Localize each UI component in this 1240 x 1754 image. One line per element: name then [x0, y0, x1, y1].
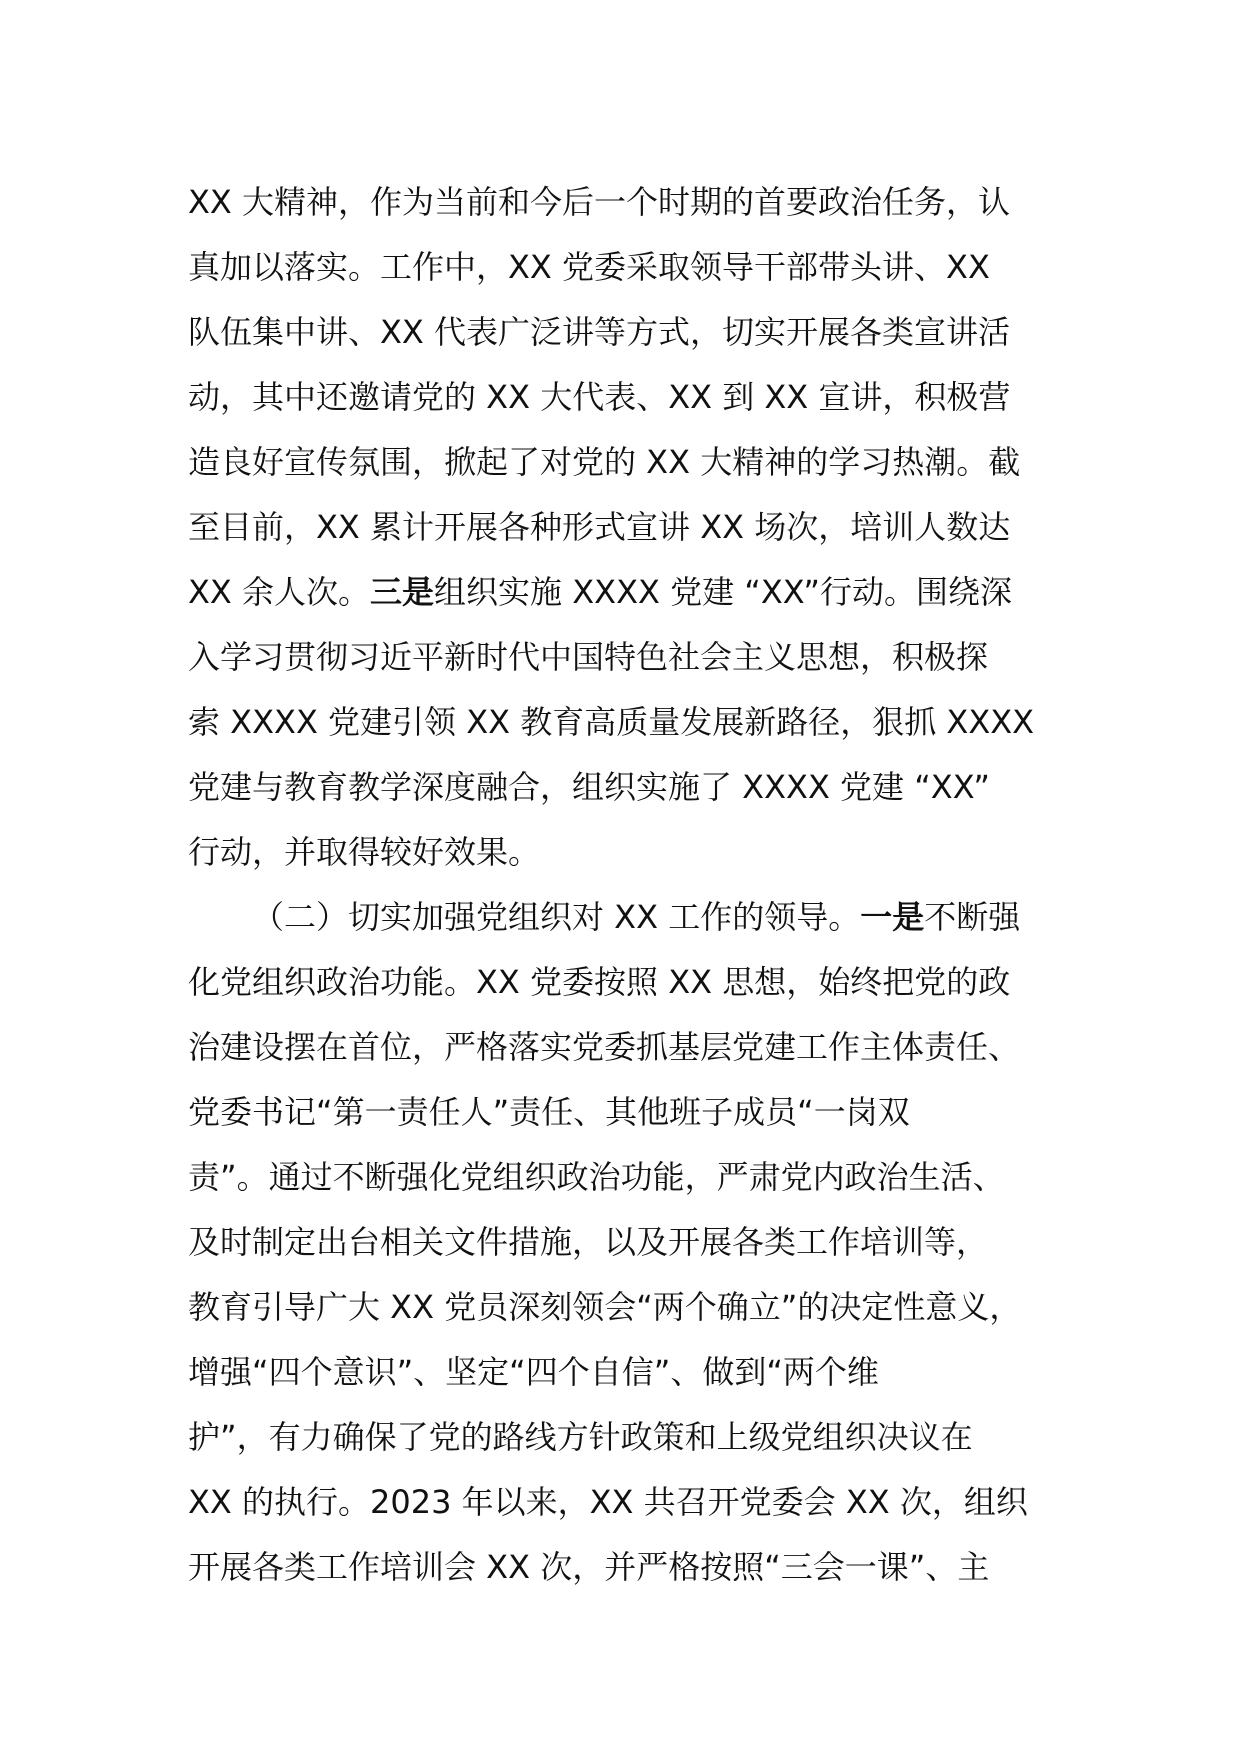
text-line [188, 495, 1088, 560]
text-run: 真加以落实。工作中，XX 党委采取领导干部带头讲、XX [188, 248, 990, 286]
text-run: 索 XXXX 党建引领 XX 教育高质量发展新路径，狠抓 XXXX [188, 703, 1035, 741]
text-run: 党委书记“第一责任人”责任、其他班子成员“一岗双 [188, 1093, 910, 1131]
text-line [188, 300, 1088, 365]
text-run: 入学习贯彻习近平新时代中国特色社会主义思想，积极探 [188, 638, 989, 676]
text-run: 党建与教育教学深度融合，组织实施了 XXXX 党建 “XX” [188, 768, 990, 806]
text-run: 动，其中还邀请党的 XX 大代表、XX 到 XX 宣讲，积极营 [188, 378, 1011, 416]
text-line [188, 820, 1088, 885]
text-line [188, 365, 1088, 430]
text-line [188, 1015, 1088, 1080]
text-run: 护”，有力确保了党的路线方针政策和上级党组织决议在 [188, 1418, 973, 1456]
text-run: 开展各类工作培训会 XX 次，并严格按照“三会一课”、主 [188, 1548, 990, 1586]
text-line [188, 1535, 1088, 1600]
text-line [188, 1405, 1088, 1470]
bold-keyword: 三是 [370, 573, 435, 611]
text-line [188, 1340, 1088, 1405]
text-run: 组织实施 XXXX 党建 “XX”行动。围绕深 [434, 573, 1012, 611]
text-run: 造良好宣传氛围，掀起了对党的 XX 大精神的学习热潮。截 [188, 443, 1021, 481]
text-line [188, 950, 1088, 1015]
text-run: XX 大精神，作为当前和今后一个时期的首要政治任务，认 [188, 183, 1011, 221]
bold-keyword: 一是 [860, 898, 925, 936]
text-run: 治建设摆在首位，严格落实党委抓基层党建工作主体责任、 [188, 1028, 1021, 1066]
text-run: 队伍集中讲、XX 代表广泛讲等方式，切实开展各类宣讲活 [188, 313, 1011, 351]
text-line [188, 755, 1088, 820]
text-run: 化党组织政治功能。XX 党委按照 XX 思想，始终把党的政 [188, 963, 1011, 1001]
text-line [188, 1470, 1088, 1535]
text-line [188, 170, 1088, 235]
text-line [188, 625, 1088, 690]
text-run: 行动，并取得较好效果。 [188, 833, 541, 871]
document-body [188, 170, 1088, 1600]
section-heading: （二）切实加强党组织对 XX 工作的领导。 [252, 898, 861, 936]
text-run: 不断强 [924, 898, 1021, 936]
text-line [188, 1210, 1088, 1275]
text-run: 责”。通过不断强化党组织政治功能，严肃党内政治生活、 [188, 1158, 1005, 1196]
text-run: 及时制定出台相关文件措施，以及开展各类工作培训等， [188, 1223, 989, 1261]
text-line [188, 430, 1088, 495]
text-line [188, 1275, 1088, 1340]
text-line [188, 885, 1088, 950]
text-line [188, 560, 1088, 625]
text-run: 增强“四个意识”、坚定“四个自信”、做到“两个维 [188, 1353, 879, 1391]
text-run: 教育引导广大 XX 党员深刻领会“两个确立”的决定性意义， [188, 1288, 1022, 1326]
text-line [188, 1080, 1088, 1145]
text-line [188, 690, 1088, 755]
text-run: 至目前，XX 累计开展各种形式宣讲 XX 场次，培训人数达 [188, 508, 1011, 546]
text-line [188, 235, 1088, 300]
text-line [188, 1145, 1088, 1210]
text-run: XX 的执行。2023 年以来，XX 共召开党委会 XX 次，组织 [188, 1483, 1028, 1521]
text-run: XX 余人次。 [188, 573, 371, 611]
